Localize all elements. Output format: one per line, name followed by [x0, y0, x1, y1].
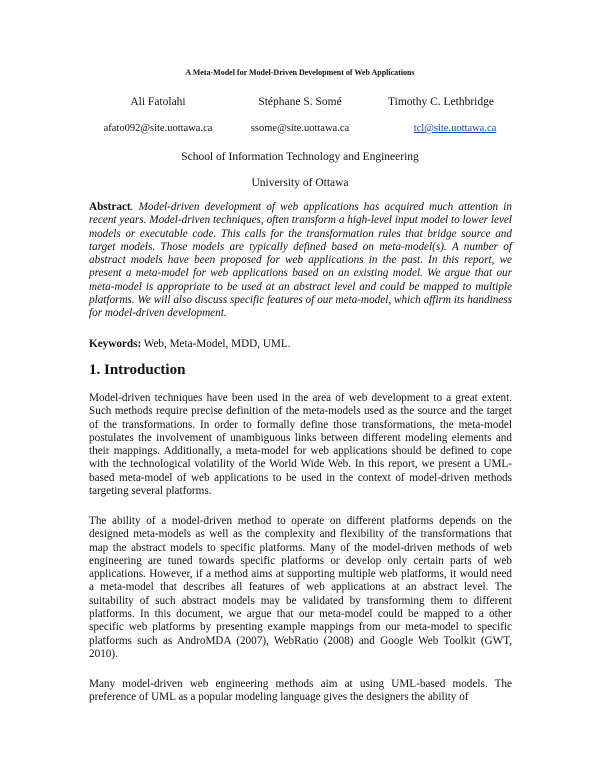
section-heading: 1. Introduction — [89, 362, 186, 378]
author-name-1: Ali Fatolahi — [130, 96, 186, 108]
author-email-2: ssome@site.uottawa.ca — [250, 123, 350, 134]
author-name-2: Stéphane S. Somé — [258, 96, 342, 108]
abstract — [89, 201, 512, 321]
author-email-1: afato092@site.uottawa.ca — [103, 123, 213, 134]
abstract-label: Abstract — [89, 201, 131, 213]
intro-paragraph-2: The ability of a model-driven method to operate on different platforms depends on the designed meta-models as well as the complexity and flexibility of the transformations that map the abstract models to specific platforms. Many of the model-driven methods of web engineering are tuned towards specific platforms or develop only certain parts of web applications. However, if a method aims at supporting multiple web platforms, it would need a meta-model that describes all features of web applications at an abstract level. The suitability of such abstract models may be validated by transforming them to different platforms. In this document, we argue that our meta-model could be mapped to a other specific web platforms by presenting example mappings from our meta-model to specific platforms such as AndroMDA (2007), WebRatio (2008) and Google Web Toolkit (GWT, 2010). — [89, 515, 512, 660]
paper-title: A Meta-Model for Model-Driven Development of Web Applications — [185, 68, 415, 77]
affiliation: School of Information Technology and Engineering — [181, 151, 419, 163]
university: University of Ottawa — [251, 177, 349, 189]
intro-paragraph-1: Model-driven techniques have been used in the area of web development to a great extent. Such methods require precise definition of the meta-models used as the source and the target of the transformations. In order to formally define those transformations, the meta-model postulates the involvement of unambiguous links between different modeling elements and their mappings. Additionally, a meta-model for web applications should be defined to cope with the technological volatility of the World Wide Web. In this report, we present a UML-based meta-model of web applications to be used in the context of model-driven methods targeting several platforms. — [89, 392, 512, 498]
keywords — [89, 338, 512, 351]
keywords-text: Web, Meta-Model, MDD, UML. — [141, 338, 291, 350]
keywords-label: Keywords: — [89, 338, 142, 350]
author-email-link-3[interactable]: tcl@site.uottawa.ca — [413, 123, 497, 134]
author-name-3: Timothy C. Lethbridge — [388, 96, 494, 108]
intro-paragraph-3: Many model-driven web engineering methods aim at using UML-based models. The preference of UML as a popular modeling language gives the designers the ability of — [89, 678, 512, 704]
abstract-text: . Model-driven development of web applications has acquired much attention in recent years. Model-driven techniques, often transform a high-level input model to lower level models or executable code. This calls for the transformation rules that bridge source and target models. Those models are typically defined based on meta-model(s). A number of abstract models have been proposed for web applications in the past. In this report, we present a meta-model for web applications based on an existing model. We argue that our meta-model is appropriate to be used at an abstract level and could be mapped to multiple platforms. We will also discuss specific features of our meta-model, which affirm its handiness for model-driven development. — [89, 201, 512, 320]
